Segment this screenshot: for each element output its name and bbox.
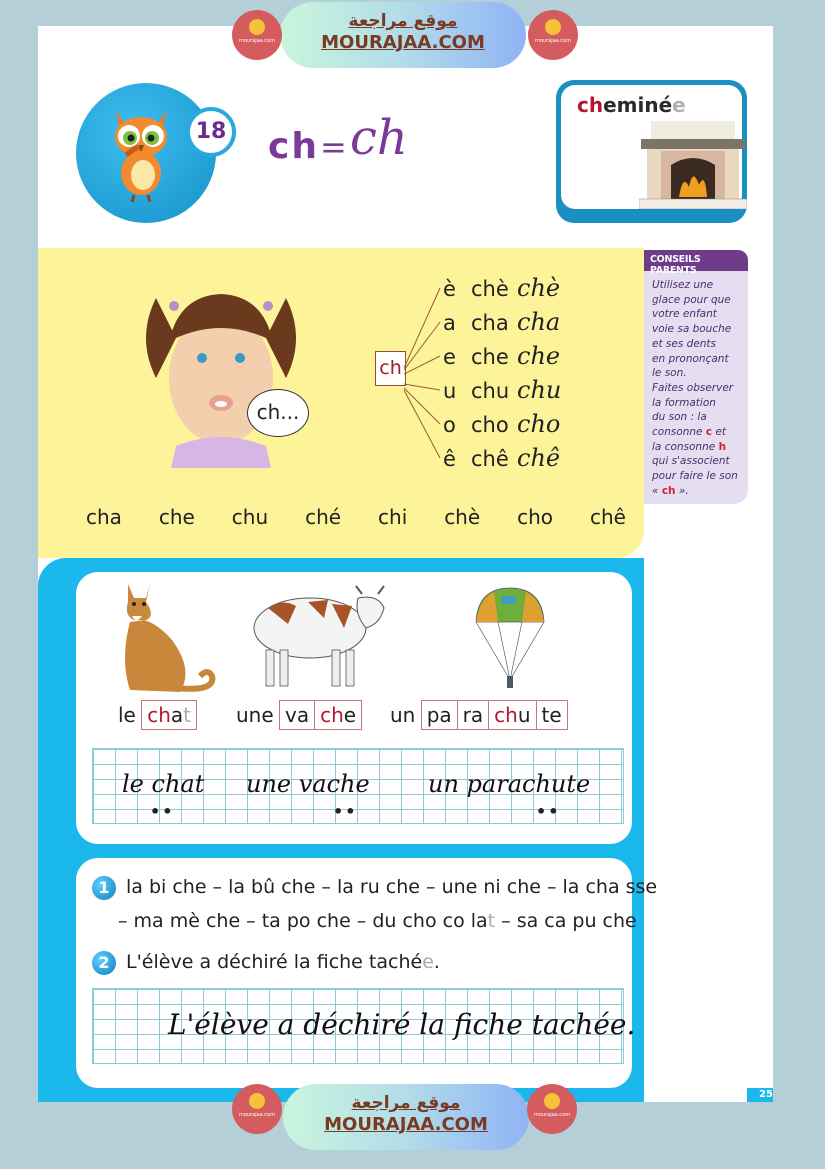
lesson-title-print: ch [268,126,319,167]
cursive-une-vache: une vache [246,770,370,798]
connector-lines [404,280,444,480]
keyword-card [556,80,747,223]
syllable-reading-line: cha che chu ché chi chè cho chê [86,505,626,529]
word-le-chat: le chat [118,700,197,730]
watermark-site[interactable]: MOURAJAA.COM [324,1114,488,1135]
page-number: 25 [747,1088,773,1102]
lesson-title-cursive: ch [350,110,408,166]
exercise-1-line-2: – ma mè che – ta po che – du cho co lat – sa ca pu che [118,910,637,932]
watermark-banner-bottom[interactable] [283,1084,529,1150]
syllable-segment: chat [141,700,197,730]
exercise-1-number: 1 [92,876,116,900]
watermark-banner-top[interactable] [280,2,526,68]
exercise-2-sentence: L'élève a déchiré la fiche tachée. [126,951,440,973]
syllable-row: u chu chu [443,376,562,404]
word-une-vache: une va che [236,700,362,730]
cursive-le-chat: le chat [122,770,205,798]
lesson-title-equals: = [320,128,347,166]
mourajaa-badge-logo: mourajaa.com [527,1084,577,1134]
cursive-un-parachute: un parachute [428,770,591,798]
syllable-segment: te [536,700,568,730]
parent-tips-text: Utilisez une glace pour que votre enfant voie sa bouche et ses dents en prononçant le son. Faites observer la formation du son : la consonne c et la consonne h qui s'associent pour faire le son « ch ». [652,279,738,497]
syllable-segment: chu [488,700,536,730]
exercise-1-line-1: la bi che – la bû che – la ru che – une ni che – la cha sse [126,876,658,898]
syllable-segment: pa [421,700,458,730]
syllable-row: ê chê chê [443,444,561,472]
liaison-dots: •• [333,802,358,821]
lesson-number-badge: 18 [186,107,236,157]
liaison-dots: •• [536,802,561,821]
parachute-icon [474,586,546,690]
syllable-row: e che che [443,342,561,370]
exercise-2-number: 2 [92,951,116,975]
syllable-segment: che [314,700,362,730]
book-icon [545,19,561,35]
syllable-segment: va [279,700,315,730]
book-icon [544,1093,560,1109]
mourajaa-badge-logo: mourajaa.com [232,10,282,60]
girl-pronouncing-icon [126,278,316,468]
speech-bubble: ch... [247,389,309,437]
owl-mascot-icon [106,103,176,203]
mourajaa-badge-logo: mourajaa.com [232,1084,282,1134]
cursive-sentence: L'élève a déchiré la fiche tachée. [168,1008,636,1041]
book-icon [249,1093,265,1109]
keyword-cheminee: cheminée [577,93,686,117]
parent-tips-box [644,250,748,504]
center-ch-box: ch [375,351,406,386]
syllable-segment: ra [457,700,489,730]
fireplace-icon [639,121,747,209]
cow-icon [248,584,392,690]
right-margin [644,558,773,1088]
liaison-dots: •• [150,802,175,821]
watermark-site[interactable]: MOURAJAA.COM [321,32,485,53]
cat-icon [116,580,220,696]
parent-tips-title: CONSEILS PARENTS [644,250,748,271]
syllable-row: o cho cho [443,410,561,438]
syllable-row: a cha cha [443,308,561,336]
mourajaa-badge-logo: mourajaa.com [528,10,578,60]
book-icon [249,19,265,35]
word-un-parachute: un pa ra chu te [390,700,568,730]
syllable-row: è chè chè [443,274,561,302]
watermark-arabic: موقع مراجعة [348,11,458,31]
watermark-arabic: موقع مراجعة [351,1093,461,1113]
